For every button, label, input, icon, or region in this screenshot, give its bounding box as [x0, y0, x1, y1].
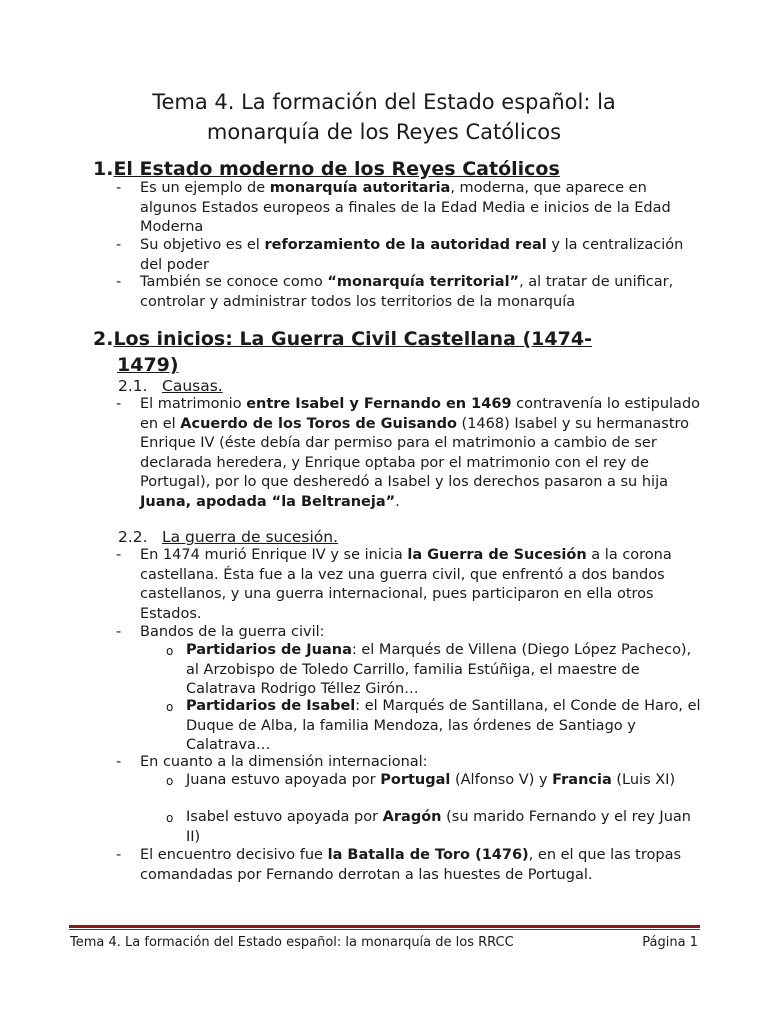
title-line-2: monarquía de los Reyes Católicos	[206, 120, 562, 144]
dash-marker: -	[116, 237, 122, 253]
title-line-1: Tema 4. La formación del Estado español: la	[152, 90, 616, 114]
list-item	[116, 395, 706, 512]
page-footer	[70, 934, 698, 952]
sub-list-item-text: Juana estuvo apoyada por Portugal (Alfonso V) y Francia (Luis XI)	[186, 772, 676, 788]
section-2-title-line-2: 1479)	[117, 354, 179, 376]
footer-divider-thin	[69, 929, 700, 930]
document-title	[70, 87, 698, 147]
section-2-number: 2.	[93, 328, 114, 350]
dash-marker: -	[116, 624, 122, 640]
dash-marker: -	[116, 547, 122, 563]
list-item	[116, 846, 706, 885]
dash-marker: -	[116, 754, 122, 770]
list-item-text: En cuanto a la dimensión internacional:	[140, 754, 428, 770]
subsection-2-2-title: La guerra de sucesión.	[162, 528, 339, 546]
bullet-marker: o	[166, 644, 174, 658]
list-item-text: El matrimonio entre Isabel y Fernando en 1469 contravenía lo estipulado en el Acuerdo de los Toros de Guisando (1468) Isabel y su hermanastro Enrique IV (éste debía dar permiso para el matrimonio a cambio de ser declarada heredera, y Enrique optaba por el matrimonio con el rey de Portugal), por lo que desheredó a Isabel y los derechos pasaron a su hija Juana, apodada “la Beltraneja”.	[140, 396, 701, 510]
list-item	[116, 753, 706, 773]
list-item	[116, 179, 706, 238]
section-1-heading	[93, 157, 703, 181]
dash-marker: -	[116, 396, 122, 412]
list-item-text: En 1474 murió Enrique IV y se inicia la Guerra de Sucesión a la corona castellana. Ésta fue a la vez una guerra civil, que enfrentó a dos bandos castellanos, y una guerra internacional, pues participaron en ella otros Estados.	[140, 547, 672, 622]
list-item	[116, 546, 706, 624]
section-2-heading-cont	[117, 353, 727, 377]
footer-divider-thick	[69, 925, 700, 928]
bullet-marker: o	[166, 774, 174, 788]
subsection-2-2-heading	[118, 527, 338, 547]
list-item-text: Bandos de la guerra civil:	[140, 624, 325, 640]
sub-list-item	[166, 808, 706, 847]
list-item	[116, 236, 706, 275]
bullet-marker: o	[166, 700, 174, 714]
list-item-text: También se conoce como “monarquía territorial”, al tratar de unificar, controlar y administrar todos los territorios de la monarquía	[140, 274, 674, 310]
subsection-2-1-heading	[118, 376, 223, 396]
footer-title: Tema 4. La formación del Estado español: la monarquía de los RRCC	[70, 935, 514, 950]
list-item	[116, 623, 706, 643]
section-1-title: El Estado moderno de los Reyes Católicos	[113, 158, 560, 180]
dash-marker: -	[116, 180, 122, 196]
subsection-2-1-number: 2.1.	[118, 377, 148, 395]
list-item	[116, 273, 706, 312]
sub-list-item-text: Partidarios de Juana: el Marqués de Villena (Diego López Pacheco), al Arzobispo de Toledo Carrillo, familia Estúñiga, el maestre de Calatrava Rodrigo Téllez Girón…	[186, 642, 692, 697]
sub-list-item	[166, 641, 706, 700]
section-2-heading	[93, 327, 703, 351]
sub-list-item-text: Partidarios de Isabel: el Marqués de Santillana, el Conde de Haro, el Duque de Alba, la familia Mendoza, las órdenes de Santiago y Calatrava…	[186, 698, 701, 753]
page-number: Página 1	[642, 935, 698, 950]
list-item-text: Su objetivo es el reforzamiento de la autoridad real y la centralización del poder	[140, 237, 684, 273]
section-1-number: 1.	[93, 158, 114, 180]
subsection-2-2-number: 2.2.	[118, 528, 148, 546]
section-2-title-line-1: Los inicios: La Guerra Civil Castellana (1474-	[113, 328, 592, 350]
list-item-text: El encuentro decisivo fue la Batalla de Toro (1476), en el que las tropas comandadas por Fernando derrotan a las huestes de Portugal.	[140, 847, 682, 883]
dash-marker: -	[116, 847, 122, 863]
list-item-text: Es un ejemplo de monarquía autoritaria, moderna, que aparece en algunos Estados europeos a finales de la Edad Media e inicios de la Edad Moderna	[140, 180, 671, 235]
sub-list-item	[166, 697, 706, 756]
sub-list-item	[166, 771, 706, 791]
bullet-marker: o	[166, 811, 174, 825]
dash-marker: -	[116, 274, 122, 290]
sub-list-item-text: Isabel estuvo apoyada por Aragón (su marido Fernando y el rey Juan II)	[186, 809, 691, 845]
subsection-2-1-title: Causas.	[162, 377, 223, 395]
